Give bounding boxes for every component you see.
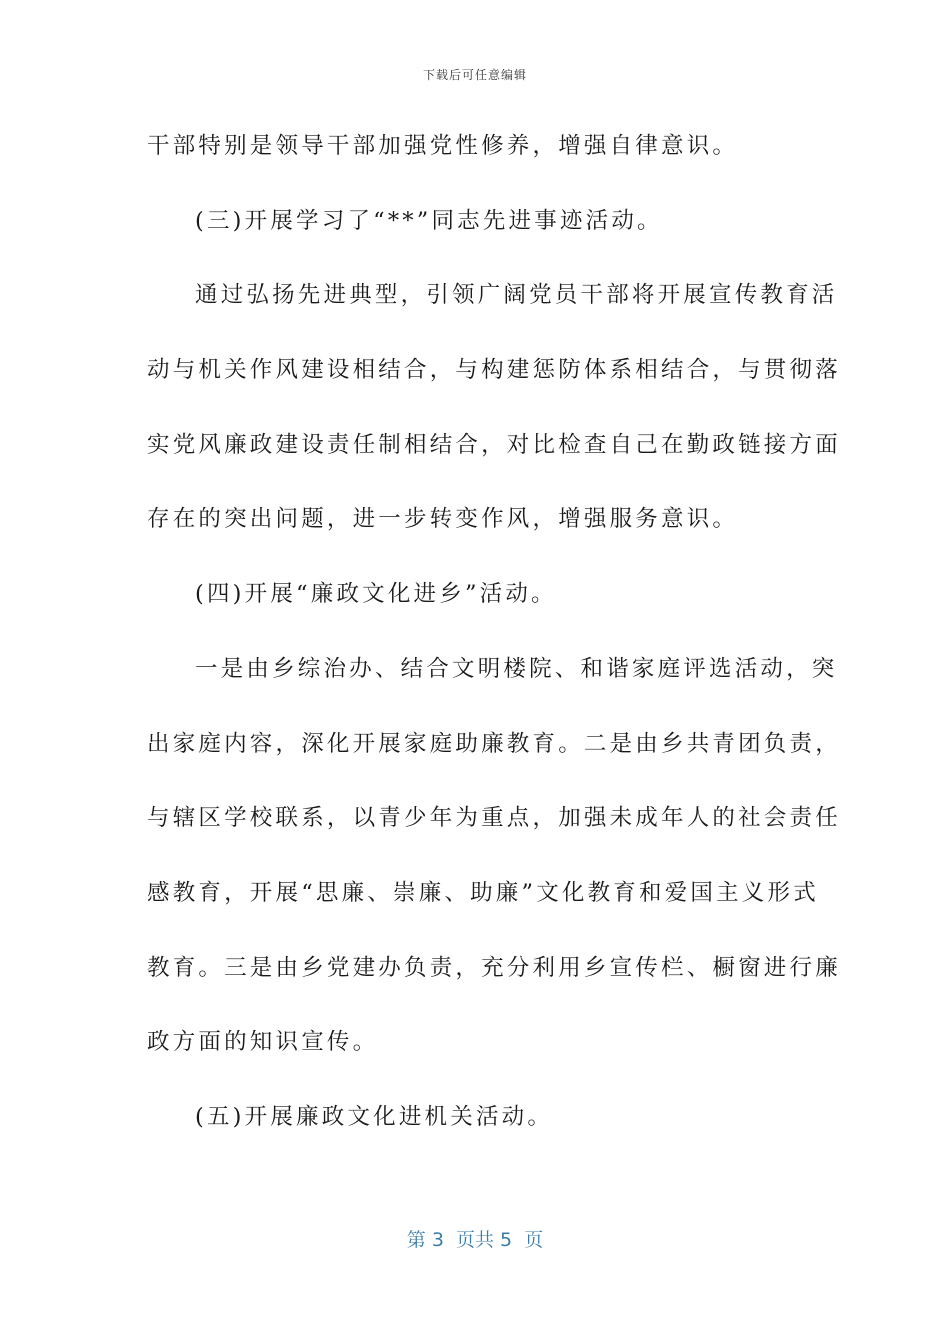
section-heading: (四)开展“廉政文化进乡”活动。 xyxy=(195,581,557,608)
body-line: 出家庭内容，深化开展家庭助廉教育。二是由乡共青团负责， xyxy=(147,730,841,757)
body-line: 感教育，开展“思廉、崇廉、助廉”文化教育和爱国主义形式 xyxy=(147,879,819,906)
body-line: 政方面的知识宣传。 xyxy=(147,1029,379,1056)
body-line: 动与机关作风建设相结合，与构建惩防体系相结合，与贯彻落 xyxy=(147,357,841,384)
page-header: 下载后可任意编辑 xyxy=(422,68,527,82)
body-line: 存在的突出问题，进一步转变作风，增强服务意识。 xyxy=(147,506,739,533)
page-number: 第 3 页共 5 页 xyxy=(406,1229,544,1251)
body-line: 干部特别是领导干部加强党性修养，增强自律意识。 xyxy=(147,133,739,159)
body-line: 与辖区学校联系，以青少年为重点，加强未成年人的社会责任 xyxy=(147,805,841,832)
body-line: 通过弘扬先进典型，引领广阔党员干部将开展宣传教育活 xyxy=(195,282,838,309)
body-line: 教育。三是由乡党建办负责，充分利用乡宣传栏、橱窗进行廉 xyxy=(147,954,841,981)
section-heading: (五)开展廉政文化进机关活动。 xyxy=(195,1103,554,1130)
body-line: 实党风廉政建设责任制相结合，对比检查自己在勤政链接方面 xyxy=(147,431,841,458)
body-line: 一是由乡综治办、结合文明楼院、和谐家庭评选活动，突 xyxy=(195,655,838,682)
section-heading: (三)开展学习了“**”同志先进事迹活动。 xyxy=(195,207,663,234)
document-body xyxy=(147,124,841,1170)
